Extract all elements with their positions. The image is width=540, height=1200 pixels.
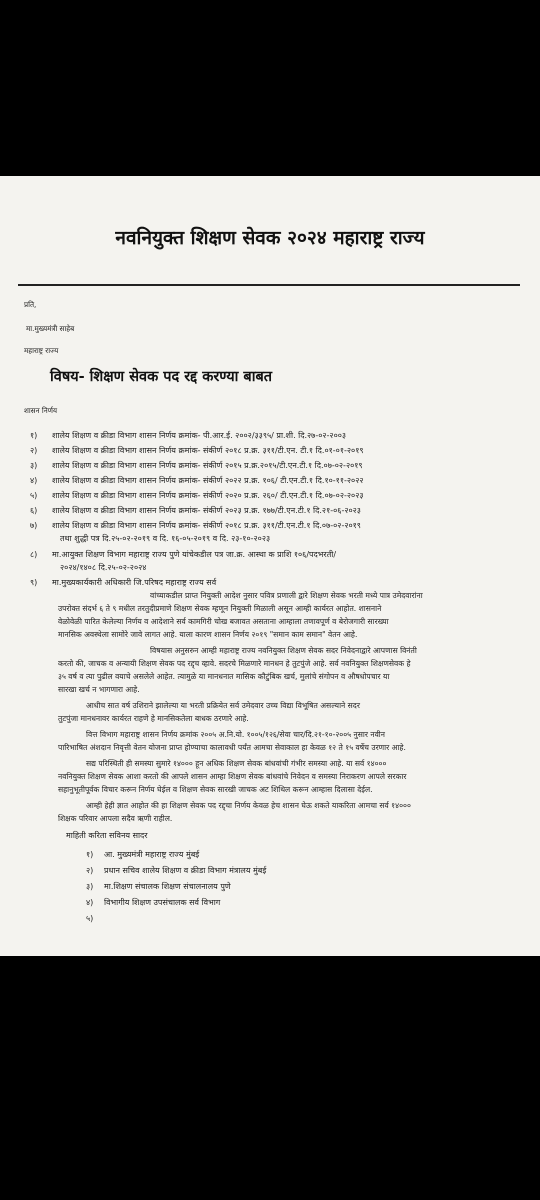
reference-number: ८): [30, 550, 38, 559]
body-line: नवनियुक्त शिक्षण सेवक आशा करतो की आपले शासन आम्हा शिक्षण सेवक बांधवांचे निवेदन व समस्या निराकरण आपले सरकार: [58, 772, 407, 781]
salutation: प्रति,: [24, 300, 37, 309]
reference-continuation: २०२४/१४०८ दि.२५-०२-२०२४: [60, 563, 147, 572]
reference-heading: शासन निर्णय: [24, 406, 58, 415]
recipient-line-1: मा.मुख्यमंत्री साहेब: [26, 324, 75, 333]
body-line: तुटपुंजा मानधनावर कार्यरत राहणे हे मानसिकतेला बाधक ठरणारे आहे.: [58, 714, 249, 723]
copy-recipient: आ. मुख्यमंत्री महाराष्ट्र राज्य मुंबई: [104, 850, 200, 859]
copy-number: ३): [86, 882, 94, 891]
reference-item: शालेय शिक्षण व क्रीडा विभाग शासन निर्णय क्रमांक- संकीर्ण २०२० प्र.क्र. २६०/ टी.एन.टी.१ दि.०७-०२-२०२३: [52, 491, 364, 500]
copy-number: २): [86, 866, 94, 875]
document-page: [0, 176, 540, 956]
body-line: आम्ही हेही ज्ञात आहोत की हा शिक्षण सेवक पद रद्द्चा निर्णय केवळ हेच शासन घेऊ शकते याकरिता आमचा सर्व १४०००: [86, 801, 411, 810]
body-line: शिक्षक परिवार आपला सदैव ऋणी राहील.: [58, 814, 173, 823]
document-title: नवनियुक्त शिक्षण सेवक २०२४ महाराष्ट्र राज्य: [115, 227, 425, 249]
copy-recipient: मा.शिक्षण संचालक शिक्षण संचालनालय पुणे: [104, 882, 231, 891]
body-line: वेळोवेळी पारित केलेल्या निर्णय व आदेशाने सर्व कामगिरी चोख बजावत असताना आम्हाला तणावपूर्ण व बेरोजगारी सारख्या: [58, 617, 389, 626]
reference-number: ३): [30, 461, 38, 470]
body-line: करतो की, जाचक व अन्यायी शिक्षण सेवक पद रद्द्च व्हावे. सदरचे मिळणारे मानधन हे तुटपुंजे आहे. सर्व नवनियुक्त शिक्षणसेवक हे: [58, 659, 411, 668]
reference-item: शालेय शिक्षण व क्रीडा विभाग शासन निर्णय क्रमांक- संकीर्ण २०१८ प्र.क्र. ३११/टी.एन.टी.१ दि.०७-०२-२०१९: [52, 521, 361, 530]
reference-number: ७): [30, 521, 38, 530]
copy-recipient: प्रधान सचिव शालेय शिक्षण व क्रीडा विभाग मंत्रालय मुंबई: [104, 866, 267, 875]
copy-recipient: विभागीय शिक्षण उपसंचालक सर्व विभाग: [104, 898, 221, 907]
reference-item: शालेय शिक्षण व क्रीडा विभाग शासन निर्णय क्रमांक- संकीर्ण २०१५ प्र.क्र.२०१५/टी.एन.टी.१ दि.०७-०२-२०१९: [52, 461, 363, 470]
body-line: सारखा खर्च न भागणारा आहे.: [58, 685, 140, 694]
reference-item: शालेय शिक्षण व क्रीडा विभाग शासन निर्णय क्रमांक- संकीर्ण २०१८ प्र.क्र. ३११/टी.एन. टी.१ दि.०१-०१-२०१९: [52, 446, 364, 455]
title-divider: [18, 284, 520, 286]
body-line: सहानुभूतीपूर्वक विचार करून निर्णय घेईल व शिक्षण सेवक सारखी जाचक अट शिथिल करून आम्हास दिलासा देईल.: [58, 785, 373, 794]
reference-number: ६): [30, 506, 38, 515]
reference-number: ५): [30, 491, 38, 500]
copy-number: ५): [86, 914, 94, 923]
body-line: वित्त विभाग महाराष्ट्र शासन निर्णय क्रमांक २००५ अ.नि.यो. १००५/१२६/सेवा चार/दि.२१-१०-२००५ नुसार नवीन: [86, 730, 385, 739]
reference-number: २): [30, 446, 38, 455]
reference-item: शालेय शिक्षण व क्रीडा विभाग शासन निर्णय क्रमांक- पी.आर.ई. २००२/३३९५/ प्रा.शी. दि.२७-०२-२००३: [52, 431, 347, 440]
body-line: मानसिक अवस्थेला सामोरे जावे लागत आहे. याला कारण शासन निर्णय २०१९ "समान काम समान" वेतन आहे.: [58, 630, 358, 639]
reference-item: मा.आयुक्त शिक्षण विभाग महाराष्ट्र राज्य पुणे यांचेकडील पत्र जा.क्र. आस्था क प्राशि १०६/पदभरती/: [52, 550, 337, 559]
subject-line: विषय- शिक्षण सेवक पद रद्द करण्या बाबत: [50, 369, 272, 385]
recipient-line-2: महाराष्ट्र राज्य: [24, 346, 59, 355]
copy-heading: माहिती करिता सविनय सादर: [66, 831, 148, 840]
copy-number: ४): [86, 898, 94, 907]
body-line: ३५ वर्ष व त्या पुढील वयाचे असलेले आहेत. त्यामुळे या मानधनात मासिक कौटुंबिक खर्च, मुलांचे संगोपन व औषधोपचार या: [58, 672, 390, 681]
body-line: आधीच सात वर्ष उशिराने झालेल्या या भरती प्रक्रियेत सर्व उमेदवार उच्च विद्या विभूषित असल्याने सदर: [86, 701, 360, 710]
body-line: विषयास अनुसरुन आम्ही महाराष्ट्र राज्य नवनियुक्त शिक्षण सेवक सदर निवेदनाद्वारे आपणास विनंती: [150, 646, 417, 655]
body-line: उपरोक्त संदर्भ ६ ते ९ मधील तरतुदीप्रमाणे शिक्षण सेवक म्हणून नियुक्ती मिळाली असून आम्ही कार्यरत आहोत. शासनाने: [58, 604, 382, 613]
reference-number: ४): [30, 476, 38, 485]
reference-number: ९): [30, 578, 38, 587]
reference-continuation: तथा शुद्धी पत्र दि.२५-०२-२०१९ व दि. १६-०५-२०१९ व दि. २३-१०-२०२३: [60, 534, 271, 543]
body-line: सद्य परिस्थिती ही समस्या सुमारे १४००० हून अधिक शिक्षण सेवक बांधवांची गंभीर समस्या आहे. या सर्व १४०००: [86, 759, 387, 768]
reference-item: शालेय शिक्षण व क्रीडा विभाग शासन निर्णय क्रमांक- संकीर्ण २०२२ प्र.क्र. १०६/ टी.एन.टी.१ दि.१०-११-२०२२: [52, 476, 364, 485]
reference-number: १): [30, 431, 38, 440]
body-line: वांच्याकडील प्राप्त नियुक्ती आदेश नुसार पवित्र प्रणाली द्वारे शिक्षण सेवक भरती मध्ये पात्र उमेदवारांना: [150, 591, 423, 600]
reference-item: शालेय शिक्षण व क्रीडा विभाग शासन निर्णय क्रमांक- संकीर्ण २०२३ प्र.क्र. १७७/टी.एन.टी.१ दि.२१-०६-२०२३: [52, 506, 361, 515]
copy-number: १): [86, 850, 94, 859]
reference-item: मा.मुख्यकार्यकारी अधिकारी जि.परिषद महाराष्ट्र राज्य सर्व: [52, 578, 217, 587]
body-line: पारिभाषित अंशदान निवृत्ती वेतन योजना प्राप्त होण्याचा कालावधी पर्यंत आमचा सेवाकाल हा केवळ १२ ते १५ वर्षेच उरणार आहे.: [58, 743, 406, 752]
